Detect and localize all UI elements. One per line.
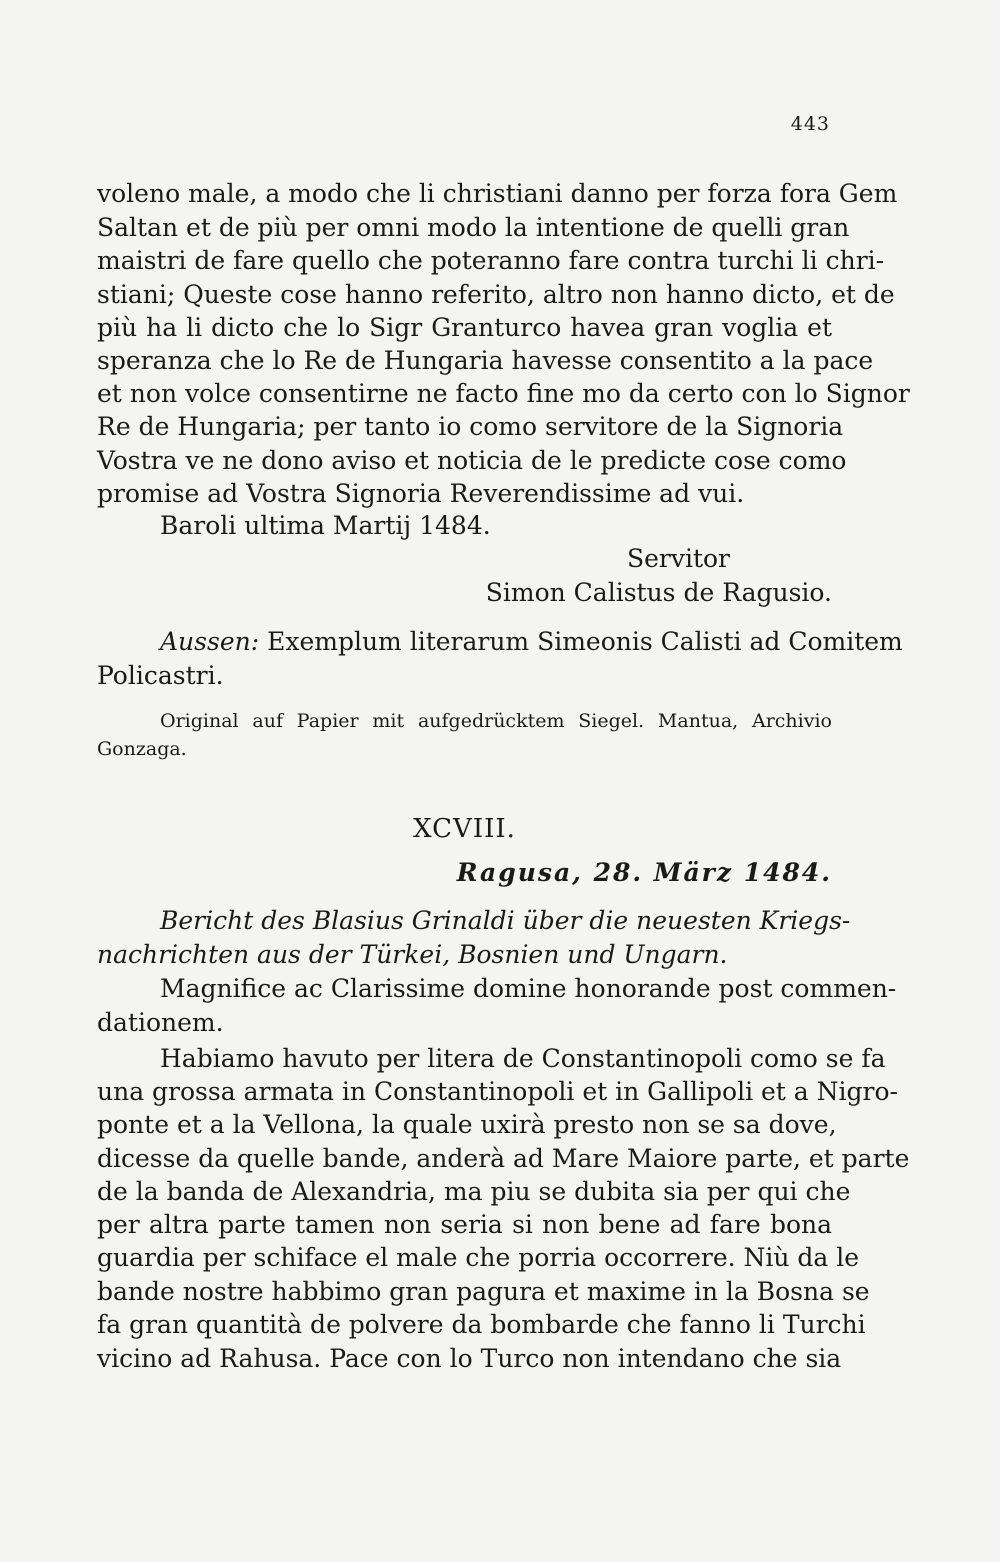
summary-line: Bericht des Blasius Grinaldi über die neuesten Kriegs- (160, 906, 851, 935)
text-line: bande nostre habbimo gran pagura et maxime in la Bosna se (97, 1277, 870, 1306)
text-line: più ha li dicto che lo Sigr Granturco havea gran voglia et (97, 313, 832, 342)
text-line: per altra parte tamen non seria si non bene ad fare bona (97, 1210, 832, 1239)
section-number: XCVIII. (413, 814, 516, 844)
text-line: Saltan et de più per omni modo la intentione de quelli gran (97, 213, 850, 242)
text-line: fa gran quantità de polvere da bombarde che fanno li Turchi (97, 1310, 866, 1339)
text-line: Habiamo havuto per litera de Constantinopoli como se fa (160, 1044, 886, 1073)
text-line: dicesse da quelle bande, anderà ad Mare Maiore parte, et parte (97, 1144, 910, 1173)
text-line: una grossa armata in Constantinopoli et in Gallipoli et a Nigro- (97, 1077, 898, 1106)
letter-date: Baroli ultima Martij 1484. (160, 511, 491, 540)
text-line: guardia per schiface el male che porria occorrere. Niù da le (97, 1243, 860, 1272)
address-label: Aussen: (160, 627, 260, 656)
text-line: speranza che lo Re de Hungaria havesse consentito a la pace (97, 346, 874, 375)
signature-name: Simon Calistus de Ragusio. (485, 578, 832, 607)
text-line: ponte et a la Vellona, la quale uxirà presto non se sa dove, (97, 1110, 837, 1139)
archival-note: Original auf Papier mit aufgedrücktem Siegel. Mantua, Archivio (160, 710, 832, 732)
salutation-line: dationem. (97, 1008, 224, 1037)
salutation-line: Magnifice ac Clarissime domine honorande post commen- (160, 974, 897, 1003)
text-line: maistri de fare quello che poteranno fare contra turchi li chri- (97, 246, 885, 275)
text-line: de la banda de Alexandria, ma piu se dubita sia per qui che (97, 1177, 851, 1206)
text-line: voleno male, a modo che li christiani danno per forza fora Gem (97, 179, 898, 208)
text-line: stiani; Queste cose hanno referito, altro non hanno dicto, et de (97, 280, 895, 309)
text-line: promise ad Vostra Signoria Reverendissime ad vui. (97, 479, 745, 508)
address-line (160, 625, 903, 659)
text-line: Vostra ve ne dono aviso et noticia de le predicte cose como (97, 446, 847, 475)
address-text: Exemplum literarum Simeonis Calisti ad Comitem (267, 627, 903, 656)
summary-line: nachrichten aus der Türkei, Bosnien und Ungarn. (97, 940, 728, 969)
text-line: vicino ad Rahusa. Pace con lo Turco non intendano che sia (97, 1344, 842, 1373)
text-line: Re de Hungaria; per tanto io como servitore de la Signoria (97, 412, 844, 441)
archival-note: Gonzaga. (97, 738, 187, 760)
text-line: et non volce consentirne ne facto fine mo da certo con lo Signor (97, 379, 910, 408)
signature-servitor: Servitor (626, 544, 730, 573)
page-number: 443 (790, 113, 830, 135)
section-dateline: Ragusa, 28. März 1484. (456, 858, 832, 887)
address-continuation: Policastri. (97, 661, 224, 690)
